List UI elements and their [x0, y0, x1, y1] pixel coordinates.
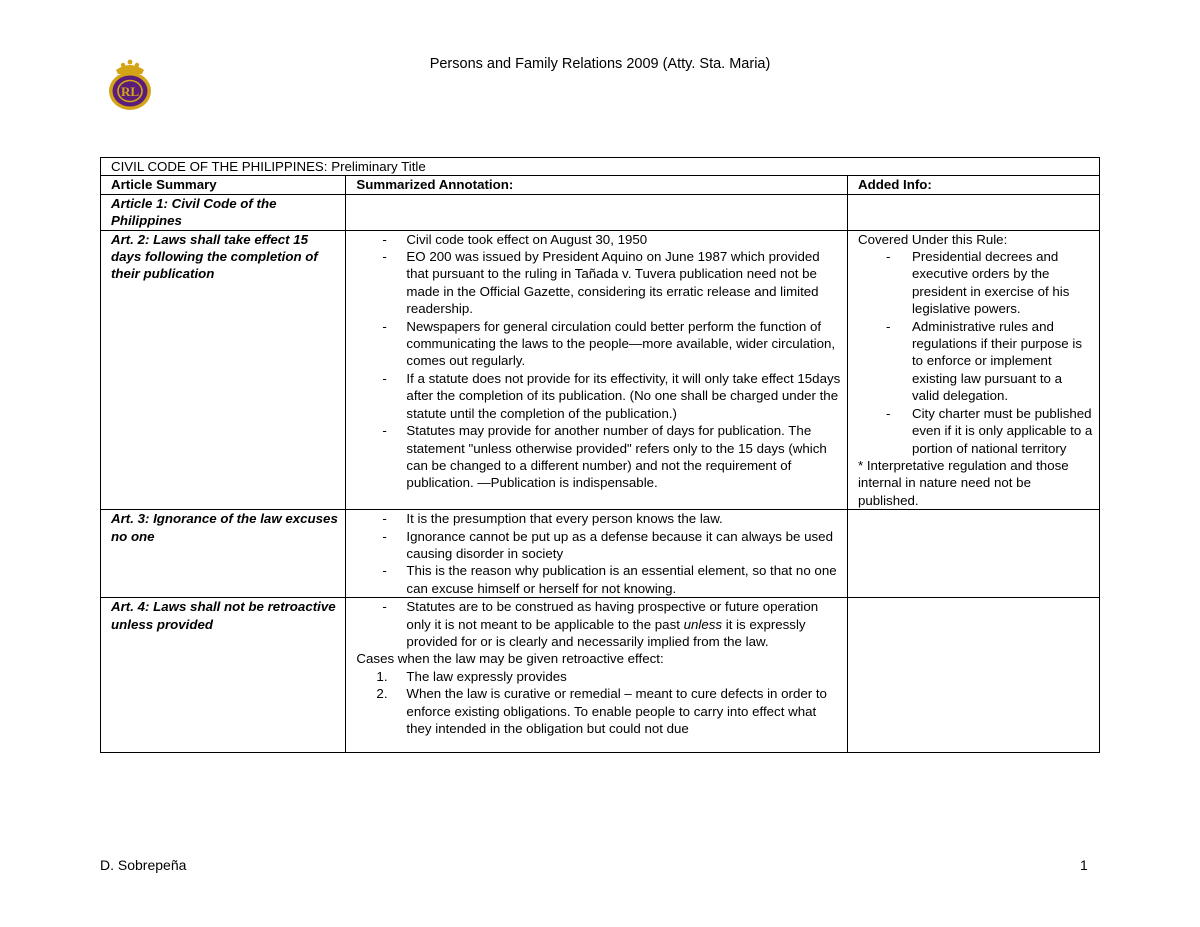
- article-2-added-info: [847, 230, 1099, 510]
- header-summarized-annotation: Summarized Annotation:: [346, 176, 848, 194]
- list-item: - This is the reason why publication is an essential element, so that no one can excuse himself or herself for not knowing.: [356, 562, 841, 597]
- article-1-annotation: [346, 194, 848, 230]
- table-row: [101, 230, 1100, 510]
- crest-logo-icon: [106, 56, 154, 112]
- page-header-title: Persons and Family Relations 2009 (Atty. Sta. Maria): [429, 56, 771, 72]
- footer-author: D. Sobrepeña: [100, 857, 187, 873]
- article-4-annotation: [346, 598, 848, 753]
- list-marker: 2.: [376, 686, 388, 702]
- article-3-added-info: [847, 510, 1099, 598]
- article-4-annotation-content: [356, 598, 841, 752]
- added-info-list: [858, 248, 1093, 457]
- case-text: When the law is curative or remedial – meant to cure defects in order to enforce existing obligations. To enable people to carry into effect what they intended in the obligation but could not due: [406, 686, 827, 736]
- list-item: [356, 685, 841, 737]
- article-2-annotation-list: [356, 231, 841, 492]
- table-header-row: [101, 176, 1100, 194]
- list-item: - Statutes may provide for another number of days for publication. The statement "unless otherwise provided" refers only to the 15 days (which can be changed to a different number) and not the requirement of publication. —Publication is indispensable.: [356, 422, 841, 492]
- table-title-row: [101, 158, 1100, 176]
- table-title-prefix: CIVIL CODE OF THE PHILIPPINES:: [111, 159, 328, 174]
- cases-list: [356, 668, 841, 738]
- list-item: - Civil code took effect on August 30, 1950: [356, 231, 841, 248]
- list-item: [356, 668, 841, 685]
- article-2-annotation: [346, 230, 848, 510]
- list-item: - EO 200 was issued by President Aquino on June 1987 which provided that pursuant to the ruling in Tañada v. Tuvera publication need not be made in the Official Gazette, considering its erratic release and limited readership.: [356, 248, 841, 318]
- article-3-annotation-list: [356, 510, 841, 597]
- table-row: [101, 194, 1100, 230]
- table-title: [101, 158, 1100, 176]
- crest-letters: RL: [120, 84, 140, 99]
- case-text: The law expressly provides: [406, 668, 567, 684]
- table-title-suffix: Preliminary Title: [327, 159, 426, 174]
- added-info-intro: Covered Under this Rule:: [857, 231, 1008, 247]
- list-item: - City charter must be published even if it is only applicable to a portion of national territory: [858, 405, 1093, 457]
- civil-code-table: [100, 157, 1100, 753]
- article-4-annotation-list: [356, 598, 841, 650]
- list-item: - Ignorance cannot be put up as a defense because it can always be used causing disorder in society: [356, 528, 841, 563]
- article-4-title: Art. 4: Laws shall not be retroactive unless provided: [101, 598, 346, 753]
- list-item: - Newspapers for general circulation could better perform the function of communicating the laws to the people—more available, wider circulation, comes out regularly.: [356, 318, 841, 370]
- cases-intro: Cases when the law may be given retroactive effect:: [356, 651, 664, 667]
- article-1-added-info: [847, 194, 1099, 230]
- header-article-summary: Article Summary: [101, 176, 346, 194]
- article-2-title: Art. 2: Laws shall take effect 15 days following the completion of their publication: [101, 230, 346, 510]
- annotation-text-emphasis: unless: [683, 616, 723, 632]
- footer-page-number: 1: [1080, 857, 1088, 873]
- article-1-title: Article 1: Civil Code of the Philippines: [101, 194, 346, 230]
- header-added-info: Added Info:: [847, 176, 1099, 194]
- table-row: [101, 510, 1100, 598]
- list-item: [356, 598, 841, 650]
- list-marker: 1.: [376, 668, 388, 684]
- annotation-text-post: it is expressly provided for or is clearly and necessarily implied from the law.: [406, 616, 806, 649]
- list-item: - Presidential decrees and executive orders by the president in exercise of his legislative powers.: [858, 248, 1093, 318]
- article-3-annotation: [346, 510, 848, 598]
- article-3-title: Art. 3: Ignorance of the law excuses no one: [101, 510, 346, 598]
- list-item: - If a statute does not provide for its effectivity, it will only take effect 15days after the completion of its publication. (No one shall be charged under the statute until the completion of the publication.): [356, 370, 841, 422]
- added-info-note: * Interpretative regulation and those internal in nature need not be published.: [857, 457, 1069, 508]
- table-row: [101, 598, 1100, 753]
- list-item: - Administrative rules and regulations if their purpose is to enforce or implement existing law pursuant to a valid delegation.: [858, 318, 1093, 405]
- article-4-added-info: [847, 598, 1099, 753]
- list-item: - It is the presumption that every person knows the law.: [356, 510, 841, 527]
- annotation-text-pre: Statutes are to be construed as having prospective or future operation only it is not meant to be applicable to the past: [406, 599, 819, 632]
